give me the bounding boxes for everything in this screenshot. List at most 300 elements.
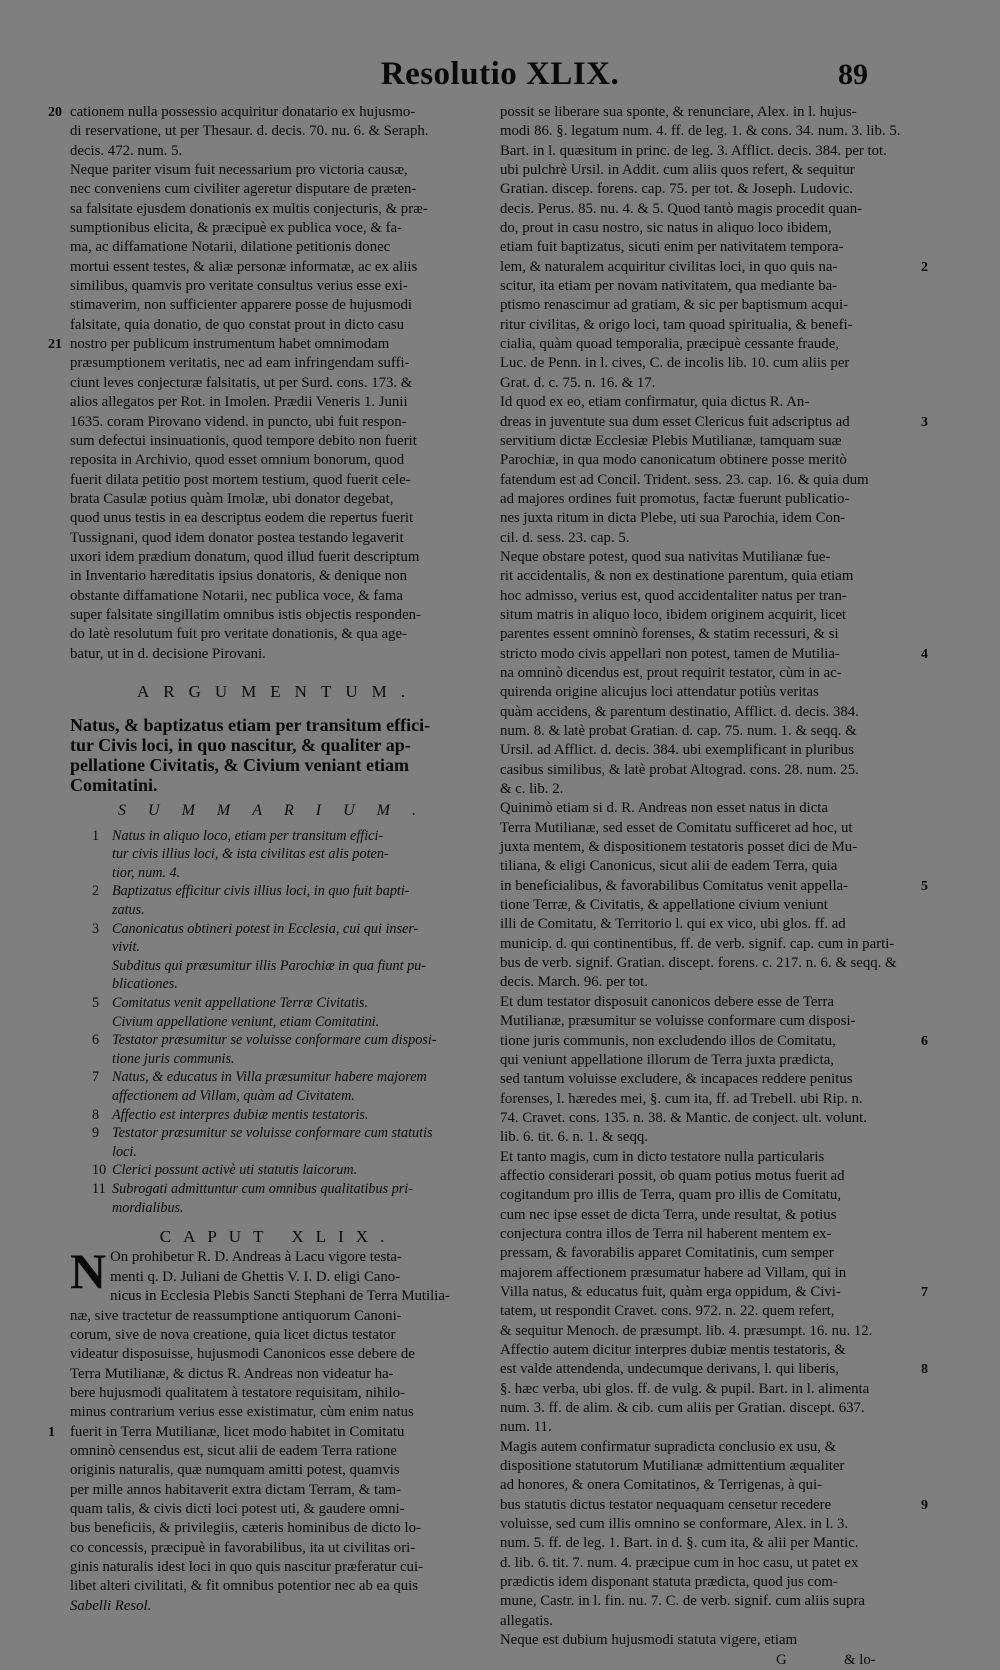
summarium-line: Natus, & educatus in Villa præsumitur habere majorem <box>112 1069 427 1086</box>
summarium-line: Clerici possunt activè uti statutis laicorum. <box>112 1162 358 1179</box>
text-line <box>70 1481 486 1500</box>
line-text: falsitate, quia donatio, de quo constat prout in dicto casu <box>70 316 405 333</box>
text-line <box>500 1612 902 1631</box>
line-text: Terra Mutilianæ, & dictus R. Andreas non videatur ha- <box>70 1365 394 1382</box>
line-text: ciunt leves conjecturæ falsitatis, ut per Surd. cons. 173. & <box>70 374 413 391</box>
line-text: bus beneficiis, & privilegiis, cæteris hominibus de dicto lo- <box>70 1520 421 1537</box>
text-line <box>70 451 486 470</box>
text-line <box>500 335 902 354</box>
text-line <box>500 161 902 180</box>
line-text: fuerit in Terra Mutilianæ, licet modo habitet in Comitatu <box>70 1423 405 1440</box>
summarium-line: Affectio est interpres dubiæ mentis testatoris. <box>112 1106 369 1123</box>
line-text: & sequitur Menoch. de præsumpt. lib. 4. præsumpt. 16. nu. 12. <box>500 1322 873 1339</box>
summarium-line: blicationes. <box>112 976 178 993</box>
line-text: Affectio autem dicitur interpres dubiæ mentis testatoris, & <box>500 1342 846 1358</box>
line-text: brata Casulæ potius quàm Imolæ, ubi donator degebat, <box>70 490 394 507</box>
summarium-title: SUMMARIUM. <box>118 802 438 820</box>
text-line <box>500 200 902 219</box>
text-line <box>70 1384 486 1403</box>
text-line <box>70 1539 486 1558</box>
summarium-number: 5 <box>92 995 100 1011</box>
line-text: tione Terræ, & Civitatis, & appellatione civium veniunt <box>500 897 828 914</box>
text-line <box>500 1457 902 1476</box>
line-text: Grat. d. c. 75. n. 16. & 17. <box>500 374 656 391</box>
line-text: allegatis. <box>500 1612 554 1629</box>
text-line <box>70 529 486 548</box>
line-text: super falsitate singillatim omnibus istis objectis responden- <box>70 606 421 623</box>
line-text: alios allegatos per Rot. in Imolen. Prædii Veneris 1. Junii <box>70 394 408 411</box>
text-line <box>500 316 902 335</box>
line-text: Ursil. ad Afflict. d. decis. 384. ubi exemplificant in pluribus <box>500 742 854 759</box>
line-text: 1635. coram Pirovano vidend. in puncto, ubi fuit respon- <box>70 413 407 430</box>
summarium-number: 7 <box>92 1069 100 1086</box>
line-text: do latè resolutum fuit pro veritate donationis, & qua age- <box>70 626 407 643</box>
text-line <box>500 1341 902 1360</box>
line-text: ad majores ordines fuit promotus, factæ fuerunt publicatio- <box>500 490 850 507</box>
text-line <box>500 451 902 470</box>
text-line <box>70 1326 486 1345</box>
summarium-number: 2 <box>92 883 100 900</box>
line-text: §. hæc verba, ubi glos. ff. de vulg. & pupil. Bart. in l. alimenta <box>500 1380 870 1397</box>
text-line <box>70 567 486 586</box>
summarium-line: zatus. <box>112 902 145 919</box>
text-line <box>500 587 902 606</box>
line-text: tione juris communis, non excludendo illos de Comitatu, <box>500 1032 836 1049</box>
text-line <box>70 1461 486 1480</box>
summarium-line: Civium appellatione veniunt, etiam Comitatini. <box>112 1013 380 1030</box>
text-line <box>500 1631 902 1650</box>
page-footer-right <box>500 1651 902 1670</box>
text-line <box>500 1496 928 1515</box>
text-line <box>500 432 902 451</box>
line-text: num. 5. ff. de leg. 1. Bart. in d. §. cum ita, & alii per Mantic. <box>500 1535 859 1552</box>
summarium-number: 10 <box>92 1162 107 1179</box>
line-text: qui veniunt appellatione illorum de Terra juxta prædicta, <box>500 1051 834 1068</box>
opening-text <box>48 103 486 664</box>
line-text: hoc admisso, verius est, quod accidentaliter natus per tran- <box>500 587 847 604</box>
line-text: Et dum testator disposuit canonicos debere esse de Terra <box>500 993 834 1010</box>
line-text: pressam, & favorabilis apparet Comitatinis, cum semper <box>500 1245 834 1262</box>
text-line <box>500 354 902 373</box>
summarium-line: tior, num. 4. <box>112 864 181 881</box>
text-line <box>500 548 902 567</box>
text-line <box>70 296 486 315</box>
line-text: rit accidentalis, & non ex destinatione parentum, quia etiam <box>500 568 854 585</box>
line-text: bere hujusmodi qualitatem à testatore requisitam, nihilo- <box>70 1384 405 1401</box>
line-text: cationem nulla possessio acquiritur donatario ex hujusmo- <box>70 104 416 120</box>
text-line <box>500 722 902 741</box>
summarium-number: 9 <box>92 1125 100 1142</box>
line-text: situm matris in aliquo loco, ibidem originem acquirit, licet <box>500 606 847 623</box>
line-text: num. 3. ff. de alim. & cib. cum aliis per Gratian. discept. 637. <box>500 1400 865 1417</box>
summarium-line: vivit. <box>112 939 140 956</box>
line-text: cil. d. sess. 23. cap. 5. <box>500 529 630 546</box>
text-line <box>70 1577 486 1596</box>
text-line <box>500 1380 902 1399</box>
text-line <box>500 509 902 528</box>
line-text: ritur civilitas, & origo loci, tam quoad spiritualia, & benefi- <box>500 316 853 333</box>
text-line <box>500 238 902 257</box>
line-text: cum nec ipse esset de dicta Terra, unde resultat, & potius <box>500 1206 837 1223</box>
text-line <box>500 645 928 664</box>
line-text: do, prout in casu nostro, sic natus in aliquo loco ibidem, <box>500 220 832 237</box>
line-text: nec conveniens cum civiliter ageretur disputare de præten- <box>70 181 417 198</box>
text-line <box>70 587 486 606</box>
text-line <box>500 1592 902 1611</box>
text-line <box>70 238 486 257</box>
line-text: nes juxta ritum in dicta Plebe, uti sua Parochia, idem Con- <box>500 510 846 527</box>
line-text: possit se liberare sua sponte, & renunciare, Alex. in l. hujus- <box>500 104 857 120</box>
line-text: Quinimò etiam si d. R. Andreas non esset natus in dicta <box>500 800 828 817</box>
text-line <box>500 1225 902 1244</box>
line-text: originis naturalis, quæ numquam amitti potest, quamvis <box>70 1462 400 1479</box>
text-line <box>500 1283 928 1302</box>
line-text: nostro per publicum instrumentum habet omnimodam <box>70 336 390 353</box>
line-text: etiam fuit baptizatus, sicuti enim per nativitatem tempora- <box>500 239 844 256</box>
text-line <box>500 1302 902 1321</box>
argumentum-title: ARGUMENTUM. <box>137 681 419 701</box>
text-line <box>500 703 902 722</box>
summarium-line: tione juris communis. <box>112 1050 235 1067</box>
text-line <box>500 1360 928 1379</box>
line-text: Gratian. discep. forens. cap. 75. per tot. & Joseph. Ludovic. <box>500 181 853 198</box>
text-line <box>70 219 486 238</box>
text-line <box>500 490 902 509</box>
text-line <box>70 471 486 490</box>
line-text: quirenda origine alicujus loci attendatur potiùs veritas <box>500 684 819 701</box>
summarium-line: Subditus qui præsumitur illis Parochiæ in qua fiunt pu- <box>112 957 426 974</box>
text-line <box>70 413 486 432</box>
margin-number: 9 <box>921 1497 928 1513</box>
line-text: fuerit dilata petitio post mortem testium, quod fuerit cele- <box>70 471 411 488</box>
footer-signature: Sabelli Resol. <box>70 1597 152 1614</box>
summarium-item <box>70 882 486 919</box>
text-line <box>500 683 902 702</box>
text-line <box>500 1032 928 1051</box>
line-text: lem, & naturalem acquiritur civilitas loci, in quo quis na- <box>500 258 838 275</box>
line-text: voluisse, sed cum illis omnino se conformare, Alex. in l. 3. <box>500 1516 849 1533</box>
line-text: affectio considerari possit, ob quam potius motus fuerit ad <box>500 1167 845 1184</box>
text-line <box>500 296 902 315</box>
text-line <box>500 819 902 838</box>
margin-number: 8 <box>921 1362 928 1378</box>
argumentum-line: Comitatini. <box>70 775 158 796</box>
line-text: modi 86. §. legatum num. 4. ff. de leg. 1. & cons. 34. num. 3. lib. 5. <box>500 123 901 140</box>
line-text: Id quod ex eo, etiam confirmatur, quia dictus R. An- <box>500 394 810 411</box>
summarium-number: 11 <box>92 1180 106 1197</box>
text-line <box>48 1423 486 1442</box>
text-line <box>70 645 486 664</box>
line-text: obstante diffamatione Notarii, nec publica voce, & fama <box>70 587 403 604</box>
line-text: majorem affectionem præsumatur habere ad Villam, qui in <box>500 1264 847 1281</box>
signature-mark: G <box>776 1651 787 1668</box>
summarium-item <box>70 920 486 957</box>
line-text: municip. d. qui continentibus, ff. de verb. signif. cap. cum in parti- <box>500 935 895 952</box>
line-text: omninò censendus est, sicut alii de eadem Terra ratione <box>70 1442 397 1459</box>
text-line <box>70 122 486 141</box>
summarium-line: Natus in aliquo loco, etiam per transitum effici- <box>112 827 384 844</box>
summarium-number: 8 <box>92 1106 100 1123</box>
argumentum-line: pellatione Civitatis, & Civium veniant etiam <box>70 755 409 776</box>
text-line <box>70 1403 486 1422</box>
line-text: ginis naturalis idest loci in quo quis nascitur præferatur cui- <box>70 1558 423 1575</box>
summarium-line: Testator præsumitur se voluisse conformare cum statutis <box>112 1125 433 1142</box>
text-line <box>500 258 928 277</box>
text-line <box>500 799 902 818</box>
summarium-line: Testator præsumitur se voluisse conformare cum disposi- <box>112 1032 437 1049</box>
text-line <box>70 1268 486 1287</box>
margin-number: 7 <box>921 1284 928 1300</box>
line-text: tatem, ut respondit Cravet. cons. 972. n. 22. quem refert, <box>500 1303 835 1320</box>
line-text: Luc. de Penn. in l. cives, C. de incolis lib. 10. cum aliis per <box>500 355 850 372</box>
text-line <box>500 915 902 934</box>
text-line <box>70 354 486 373</box>
catchword: & lo- <box>844 1651 876 1668</box>
text-line <box>500 780 902 799</box>
text-line <box>500 1264 902 1283</box>
line-text: menti q. D. Juliani de Ghettis V. I. D. eligi Cano- <box>110 1268 401 1285</box>
summarium-item <box>70 1031 486 1068</box>
line-text: cogitandum pro illis de Terra, quam pro illis de Comitatu, <box>500 1187 842 1204</box>
text-line <box>500 954 902 973</box>
text-line <box>500 1534 902 1553</box>
line-text: Tussignani, quod idem donator postea testando legaverit <box>70 529 404 546</box>
line-text: ptismo renascimur ad gratiam, & sic per baptismum acqui- <box>500 297 849 314</box>
text-line <box>70 316 486 335</box>
summarium-line: loci. <box>112 1143 137 1160</box>
text-line <box>500 142 902 161</box>
text-line <box>70 548 486 567</box>
line-text: Magis autem confirmatur supradicta conclusio ex usu, & <box>500 1438 837 1455</box>
margin-number: 6 <box>921 1033 928 1049</box>
line-text: decis. Perus. 85. nu. 4. & 5. Quod tantò magis procedit quan- <box>500 200 863 217</box>
line-text: prædictis idem disponant statuta prædicta, quod jus com- <box>500 1574 838 1591</box>
text-line <box>500 1186 902 1205</box>
summarium-item <box>70 1068 486 1105</box>
text-line <box>500 1476 902 1495</box>
margin-number: 4 <box>921 646 928 662</box>
summarium-item <box>70 1106 486 1125</box>
summarium-item <box>70 994 486 1013</box>
text-line <box>500 1070 902 1089</box>
line-text: Mutilianæ, præsumitur se voluisse conformare cum disposi- <box>500 1013 856 1030</box>
line-text: næ, sive tractetur de reassumptione antiquorum Canoni- <box>70 1307 402 1324</box>
line-text: præsumptionem veritatis, nec ad eam infringendam suffi- <box>70 355 410 372</box>
line-text: conjectura contra illos de Terra nil haberent mentem ex- <box>500 1225 832 1242</box>
text-line <box>70 1365 486 1384</box>
text-line <box>70 393 486 412</box>
text-line <box>500 877 928 896</box>
line-text: bus statutis dictus testator nequaquam censetur recedere <box>500 1496 832 1513</box>
left-column <box>48 103 486 1616</box>
text-line <box>70 161 486 180</box>
text-line <box>500 180 902 199</box>
line-text: decis. 472. num. 5. <box>70 142 183 159</box>
line-text: mune, Castr. in l. fin. nu. 7. C. de verb. signif. cum aliis supra <box>500 1593 865 1610</box>
summarium-line: tur civis illius loci, & ista civilitas est alis poten- <box>112 846 389 863</box>
text-line <box>500 219 902 238</box>
line-text: di reservatione, ut per Thesaur. d. decis. 70. nu. 6. & Seraph. <box>70 123 429 140</box>
text-line <box>500 277 902 296</box>
text-line <box>70 1500 486 1519</box>
text-line <box>70 606 486 625</box>
line-text: 74. Cravet. cons. 135. n. 38. & Mantic. de conject. ult. volunt. <box>500 1109 867 1126</box>
line-text: ubi pulchrè Ursil. in Addit. cum aliis quos refert, & sequitur <box>500 162 855 179</box>
text-line <box>500 1322 902 1341</box>
text-line <box>500 1244 902 1263</box>
text-line <box>70 277 486 296</box>
right-column <box>500 103 928 1670</box>
text-line <box>500 471 902 490</box>
summarium-number: 6 <box>92 1032 100 1049</box>
line-text: Bart. in l. quæsitum in princ. de leg. 3. Afflict. decis. 384. per tot. <box>500 142 887 159</box>
line-text: quàm accidens, & parentum destinatio, Afflict. d. decis. 384. <box>500 703 859 720</box>
line-text: batur, ut in d. decisione Pirovani. <box>70 645 266 662</box>
line-text: num. 8. & latè probat Gratian. d. cap. 75. num. 1. & seqq. & <box>500 723 857 739</box>
line-text: est valde attendenda, undecumque derivans, l. qui liberis, <box>500 1361 839 1378</box>
text-line <box>500 896 902 915</box>
text-line <box>500 122 902 141</box>
line-text: dreas in juventute sua dum esset Clericus fuit adscriptus ad <box>500 413 850 430</box>
text-line <box>500 1438 902 1457</box>
summarium-line: mordialibus. <box>112 1199 184 1216</box>
line-text: Neque pariter visum fuit necessarium pro victoria causæ, <box>70 162 408 179</box>
text-line <box>500 567 902 586</box>
summarium-line: Subrogati admittuntur cum omnibus qualitatibus pri- <box>112 1180 413 1197</box>
line-text: cialia, quàm quoad temporalia, præcipuè cessante fraude, <box>500 336 839 353</box>
line-text: videatur disposuisse, hujusmodi Canonicos esse debere de <box>70 1346 415 1363</box>
line-text: per mille annos habitaverit extra dictam Terram, & tam- <box>70 1481 402 1498</box>
text-line <box>500 103 902 122</box>
line-text: quam talis, & civis dicti loci potest uti, & gaudere omni- <box>70 1500 405 1517</box>
text-line <box>500 1399 902 1418</box>
text-line <box>70 509 486 528</box>
line-text: stricto modo civis appellari non potest, tamen de Mutilia- <box>500 645 840 662</box>
text-line <box>500 1109 902 1128</box>
text-line <box>500 761 902 780</box>
text-line <box>500 1128 902 1147</box>
line-text: sum defectui insinuationis, quod tempore debito non fuerit <box>70 432 417 449</box>
summarium-item <box>70 827 486 883</box>
line-text: ma, ac diffamatione Notarii, dilatione petitionis donec <box>70 239 391 256</box>
text-line <box>500 606 902 625</box>
line-text: libet alteri civilitati, & fit omnibus potentior nec ab ea quis <box>70 1578 419 1595</box>
summarium-line: Baptizatus efficitur civis illius loci, in quo fuit bapti- <box>112 883 410 900</box>
text-line <box>500 935 902 954</box>
line-text: bus de verb. signif. Gratian. discept. forens. c. 217. n. 6. & seqq. & <box>500 955 897 972</box>
page-number: 89 <box>838 58 868 91</box>
text-line <box>70 625 486 644</box>
argumentum-text <box>70 715 486 795</box>
line-text: dispositione statutorum Mutilianæ admittentium æqualiter <box>500 1458 845 1475</box>
summarium-item <box>70 1161 486 1180</box>
text-line <box>500 1090 902 1109</box>
text-line <box>500 857 902 876</box>
line-text: forenses, l. hæredes mei, §. cum ita, ff. ad Trebell. ubi Rip. n. <box>500 1090 863 1107</box>
line-text: d. lib. 6. tit. 7. num. 4. præcipue cum in hoc casu, ut patet ex <box>500 1554 859 1571</box>
margin-number: 5 <box>921 878 928 894</box>
text-line <box>500 1012 902 1031</box>
line-text: co concessis, præcipuè in favorabilibus, ita ut civilitas ori- <box>70 1539 416 1556</box>
summarium-line: affectionem ad Villam, quàm ad Civitatem. <box>112 1087 355 1104</box>
text-line <box>500 393 902 412</box>
text-line <box>500 1418 902 1437</box>
line-text: nicus in Ecclesia Plebis Sancti Stephani de Terra Mutilia- <box>110 1288 450 1305</box>
line-text: On prohibetur R. D. Andreas à Lacu vigore testa- <box>110 1249 402 1266</box>
text-line <box>500 741 902 760</box>
margin-number: 2 <box>921 259 928 275</box>
summarium-item <box>70 957 486 994</box>
drop-cap-initial: N <box>70 1243 107 1300</box>
line-text: Parochiæ, in qua modo canonicatum obtinere posse meritò <box>500 452 847 469</box>
line-text: & c. lib. 2. <box>500 781 564 798</box>
line-text: illi de Comitatu, & Territorio l. qui ex vico, ubi glos. ff. ad <box>500 916 846 933</box>
text-line <box>500 1206 902 1225</box>
caput-text <box>48 1243 486 1596</box>
summarium-item <box>70 1180 486 1217</box>
margin-number: 21 <box>48 337 62 353</box>
text-line <box>70 1307 486 1326</box>
line-text: lib. 6. tit. 6. n. 1. & seqq. <box>500 1129 648 1146</box>
text-line <box>48 335 486 354</box>
summarium-line: Comitatus venit appellatione Terræ Civitatis. <box>112 995 369 1011</box>
margin-number: 3 <box>921 414 928 430</box>
line-text: ad honores, & onera Comitatinos, & Terrigenas, à qui- <box>500 1477 823 1494</box>
line-text: mortui essent testes, & aliæ personæ informatæ, ac ex aliis <box>70 258 418 275</box>
line-text: Terra Mutilianæ, sed esset de Comitatu sufficeret ad hoc, ut <box>500 819 853 836</box>
text-line <box>70 1442 486 1461</box>
line-text: quod unus testis in ea descriptus eodem die repertus fuerit <box>70 510 414 527</box>
running-title: Resolutio XLIX. <box>380 56 620 92</box>
summarium-list <box>70 827 486 1217</box>
line-text: sed tantum voluisse excludere, & incapaces reddere penitus <box>500 1071 853 1088</box>
right-column-text <box>500 103 928 1651</box>
text-line <box>48 103 486 122</box>
text-line <box>70 1519 486 1538</box>
line-text: servitium dictæ Ecclesiæ Plebis Mutilianæ, tamquam suæ <box>500 432 842 449</box>
text-line <box>70 1558 486 1577</box>
line-text: parentes essent omninò forenses, & statim recessuri, & si <box>500 626 839 643</box>
text-line <box>70 432 486 451</box>
line-text: decis. March. 96. per tot. <box>500 974 648 991</box>
text-line <box>500 664 902 683</box>
text-line <box>500 625 902 644</box>
line-text: minus contrarium verius esse existimatur, cùm enim natus <box>70 1404 414 1421</box>
text-line <box>70 490 486 509</box>
line-text: similibus, quamvis pro veritate consultus verius esse exi- <box>70 278 408 295</box>
text-line <box>500 1051 902 1070</box>
text-line <box>70 1248 486 1267</box>
margin-number: 1 <box>48 1424 55 1440</box>
line-text: fatendum est ad Concil. Trident. sess. 23. cap. 16. & quia dum <box>500 471 869 488</box>
caput-title: CAPUT XLIX. <box>159 1227 397 1247</box>
line-text: sumptionibus elicita, & præcipuè ex publica voce, & fa- <box>70 220 403 237</box>
text-line <box>70 200 486 219</box>
summarium-line: Canonicatus obtineri potest in Ecclesia, cui qui inser- <box>112 920 419 937</box>
summarium-number: 3 <box>92 920 100 937</box>
line-text: casibus similibus, & latè probat Altograd. cons. 28. num. 25. <box>500 761 859 778</box>
text-line <box>500 413 928 432</box>
line-text: in beneficialibus, & favorabilibus Comitatus venit appella- <box>500 877 849 894</box>
line-text: na omninò dicendus est, prout requirit testator, cùm in ac- <box>500 664 842 681</box>
margin-number: 20 <box>48 105 62 120</box>
text-line <box>500 374 902 393</box>
line-text: sa falsitate ejusdem donationis ex multis conjecturis, & præ- <box>70 200 428 217</box>
text-line <box>70 142 486 161</box>
summarium-item <box>70 1013 486 1032</box>
text-line <box>500 1148 902 1167</box>
line-text: stimaverim, non sufficienter apparere posse de hujusmodi <box>70 297 413 314</box>
